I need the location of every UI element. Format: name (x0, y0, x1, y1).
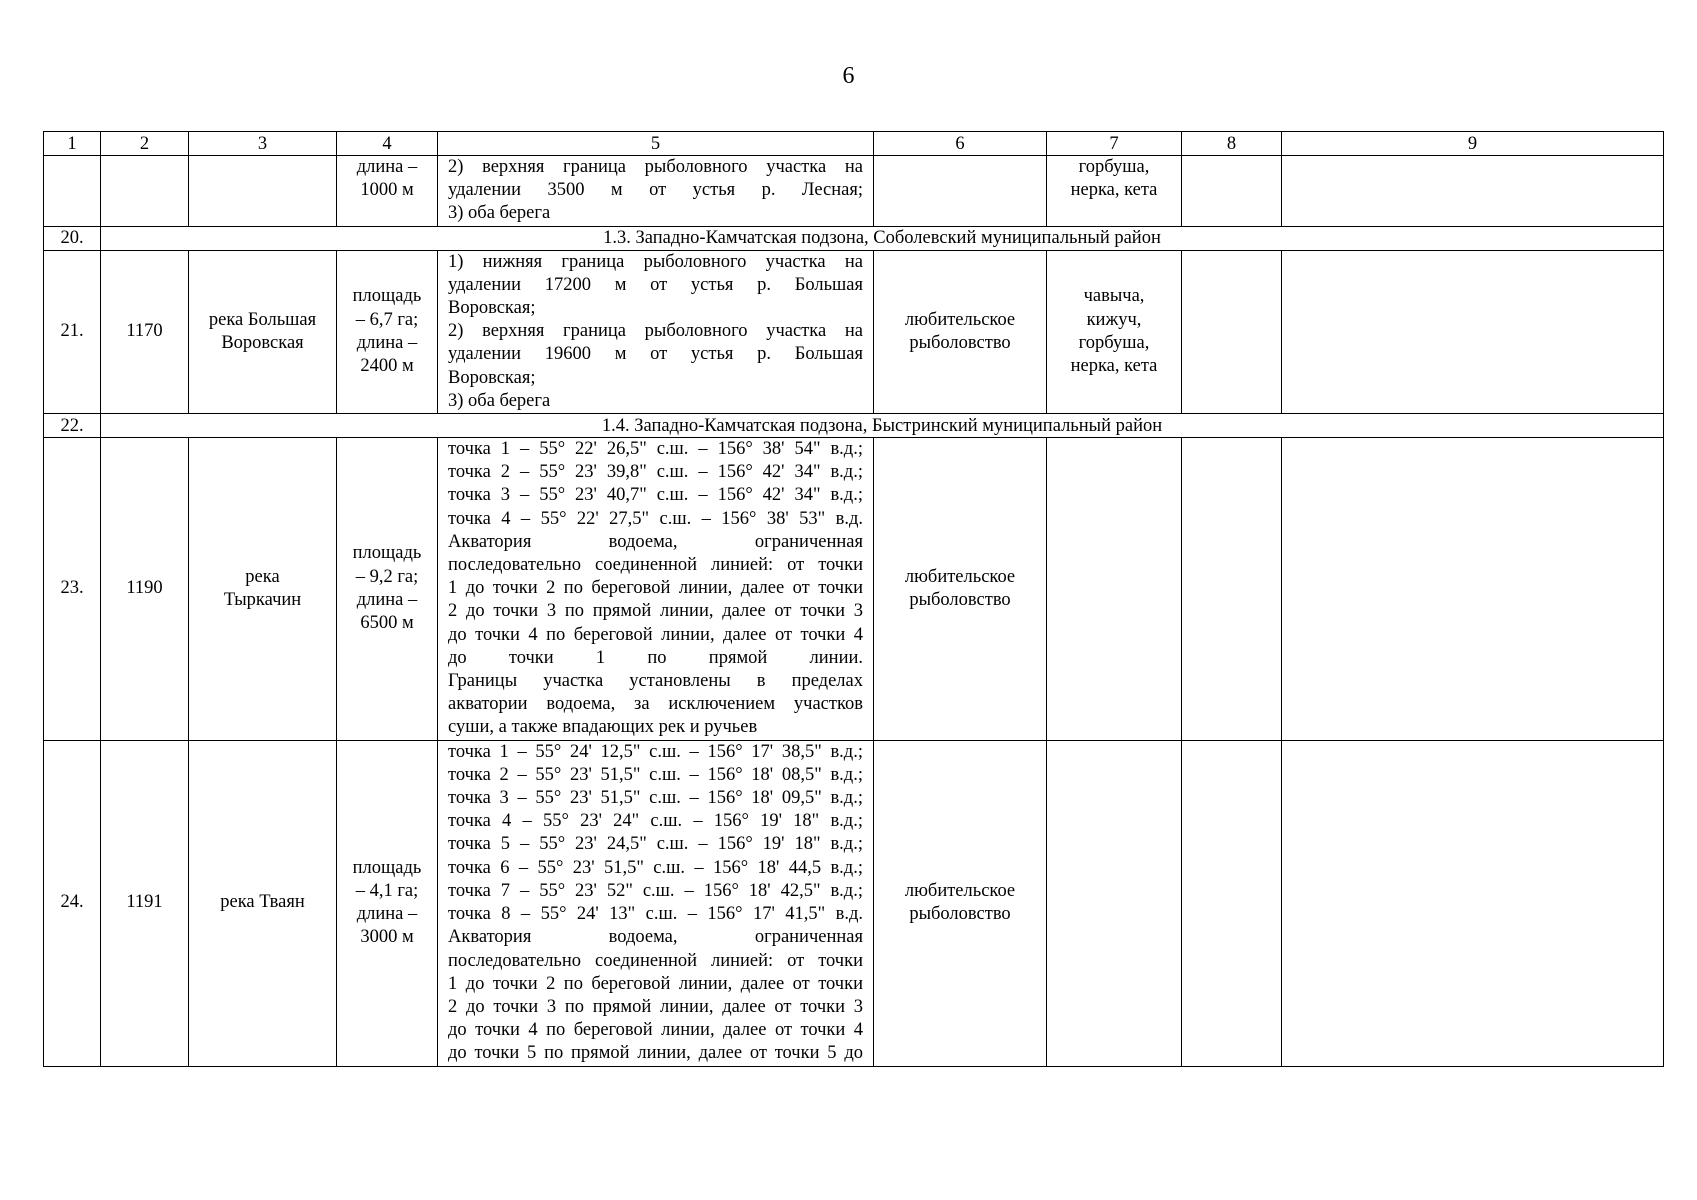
col8-cell (1182, 250, 1282, 413)
fishing-areas-table (43, 131, 1664, 1067)
description-cell (438, 156, 874, 227)
name-cell (189, 438, 337, 741)
col9-cell (1282, 156, 1664, 227)
column-number-cell: 7 (1047, 132, 1182, 156)
description-line: точка 3 – 55° 23' 51,5" с.ш. – 156° 18' 09,5" в.д.; (448, 788, 863, 809)
col9-cell (1282, 740, 1664, 1066)
description-line: точка 2 – 55° 23' 51,5" с.ш. – 156° 18' 08,5" в.д.; (448, 764, 863, 785)
description-line: 1) нижняя граница рыболовного участка на (448, 251, 863, 272)
table-row-continuation (44, 156, 1664, 227)
size-line: 2400 м (360, 356, 414, 377)
table-row-23 (44, 438, 1664, 741)
description-cell (438, 740, 874, 1066)
purpose-cell (874, 740, 1047, 1066)
name-cell (189, 156, 337, 227)
size-line: площадь (352, 857, 422, 878)
section-row-20 (44, 226, 1664, 250)
column-number-cell: 4 (337, 132, 438, 156)
description-line: 3) оба берега (448, 390, 551, 411)
size-line: 1000 м (360, 180, 414, 201)
size-line: длина – (356, 332, 418, 353)
table-row-21 (44, 250, 1664, 413)
num-cell (44, 156, 101, 227)
col9-cell (1282, 438, 1664, 741)
species-cell (1047, 438, 1182, 741)
code-cell: 1170 (101, 250, 189, 413)
size-line: – 6,7 га; (355, 309, 419, 330)
description-cell (438, 438, 874, 741)
num-cell: 23. (44, 438, 101, 741)
description-line: точка 6 – 55° 23' 51,5" с.ш. – 156° 18' 44,5 в.д.; (448, 857, 863, 878)
purpose-line: рыболовство (909, 332, 1011, 353)
col8-cell (1182, 740, 1282, 1066)
description-line: Воровская; (448, 298, 536, 319)
name-line: Воровская (221, 332, 304, 353)
section-row-22 (44, 414, 1664, 438)
description-line: точка 1 – 55° 22' 26,5" с.ш. – 156° 38' 54" в.д.; (448, 439, 863, 460)
purpose-line: любительское (904, 309, 1016, 330)
size-line: – 4,1 га; (355, 880, 419, 901)
size-cell (337, 438, 438, 741)
size-line: площадь (352, 286, 422, 307)
description-line: точка 3 – 55° 23' 40,7" с.ш. – 156° 42' 34" в.д.; (448, 485, 863, 506)
description-line: последовательно соединенной линией: от точки (448, 555, 863, 576)
code-cell: 1191 (101, 740, 189, 1066)
species-line: нерка, кета (1070, 356, 1158, 377)
column-number-cell: 6 (874, 132, 1047, 156)
description-line: 2) верхняя граница рыболовного участка на (448, 321, 863, 342)
description-line: удалении 3500 м от устья р. Лесная; (448, 180, 863, 201)
description-line: 1 до точки 2 по береговой линии, далее от точки (448, 973, 863, 994)
description-line: точка 1 – 55° 24' 12,5" с.ш. – 156° 17' 38,5" в.д.; (448, 741, 863, 762)
purpose-line: любительское (904, 566, 1016, 587)
description-cell (438, 250, 874, 413)
name-cell (189, 250, 337, 413)
num-cell: 22. (44, 414, 101, 438)
species-line: чавыча, (1083, 286, 1145, 307)
species-line: горбуша, (1078, 157, 1150, 177)
table-row-24 (44, 740, 1664, 1066)
description-line: акватории водоема, за исключением участков (448, 694, 863, 715)
species-cell (1047, 250, 1182, 413)
column-number-cell: 8 (1182, 132, 1282, 156)
purpose-line: рыболовство (909, 589, 1011, 610)
name-cell (189, 740, 337, 1066)
description-line: 3) оба берега (448, 203, 551, 224)
col9-cell (1282, 250, 1664, 413)
description-line: 2) верхняя граница рыболовного участка на (448, 157, 863, 177)
purpose-line: любительское (904, 880, 1016, 901)
size-line: длина – (356, 589, 418, 610)
size-line: площадь (352, 543, 422, 564)
name-line: река Тваян (220, 892, 305, 913)
description-line: до точки 4 по береговой линии, далее от точки 4 (448, 624, 863, 645)
species-cell (1047, 740, 1182, 1066)
description-line: Акватория водоема, ограниченная (448, 531, 863, 552)
description-line: Акватория водоема, ограниченная (448, 927, 863, 948)
description-line: удалении 19600 м от устья р. Большая (448, 344, 863, 365)
col8-cell (1182, 438, 1282, 741)
code-cell: 1190 (101, 438, 189, 741)
size-cell (337, 156, 438, 227)
col8-cell (1182, 156, 1282, 227)
description-line: до точки 1 по прямой линии. (448, 647, 863, 668)
description-line: Воровская; (448, 367, 536, 388)
purpose-cell (874, 250, 1047, 413)
num-cell: 24. (44, 740, 101, 1066)
section-title: 1.4. Западно-Камчатская подзона, Быстринский муниципальный район (101, 414, 1664, 438)
purpose-cell (874, 156, 1047, 227)
column-number-cell: 3 (189, 132, 337, 156)
size-line: – 9,2 га; (355, 566, 419, 587)
column-number-cell: 9 (1282, 132, 1664, 156)
description-line: суши, а также впадающих рек и ручьев (448, 717, 758, 738)
code-cell (101, 156, 189, 227)
description-line: точка 8 – 55° 24' 13" с.ш. – 156° 17' 41,5" в.д. (448, 904, 863, 925)
column-number-row (44, 132, 1664, 156)
description-line: точка 5 – 55° 23' 24,5" с.ш. – 156° 19' 18" в.д.; (448, 834, 863, 855)
species-line: нерка, кета (1070, 180, 1158, 201)
species-line: горбуша, (1078, 332, 1150, 353)
column-number-cell: 1 (44, 132, 101, 156)
species-cell (1047, 156, 1182, 227)
description-line: точка 7 – 55° 23' 52" с.ш. – 156° 18' 42,5" в.д.; (448, 880, 863, 901)
size-line: длина – (356, 157, 418, 177)
description-line: 2 до точки 3 по прямой линии, далее от точки 3 (448, 601, 863, 622)
name-line: река Большая (208, 309, 317, 330)
purpose-line: рыболовство (909, 904, 1011, 925)
num-cell: 21. (44, 250, 101, 413)
description-line: последовательно соединенной линией: от точки (448, 950, 863, 971)
page-number: 6 (842, 63, 855, 89)
description-line: удалении 17200 м от устья р. Большая (448, 274, 863, 295)
purpose-cell (874, 438, 1047, 741)
size-cell (337, 740, 438, 1066)
name-line: Тыркачин (223, 589, 302, 610)
column-number-cell: 2 (101, 132, 189, 156)
description-line: точка 2 – 55° 23' 39,8" с.ш. – 156° 42' 34" в.д.; (448, 462, 863, 483)
size-line: длина – (356, 904, 418, 925)
description-line: до точки 5 по прямой линии, далее от точки 5 до (448, 1043, 863, 1064)
size-cell (337, 250, 438, 413)
num-cell: 20. (44, 226, 101, 250)
section-title: 1.3. Западно-Камчатская подзона, Соболевский муниципальный район (101, 226, 1664, 250)
size-line: 3000 м (360, 927, 414, 948)
description-line: Границы участка установлены в пределах (448, 671, 863, 692)
description-line: точка 4 – 55° 23' 24" с.ш. – 156° 19' 18" в.д.; (448, 811, 863, 832)
name-line: река (245, 566, 280, 587)
description-line: 1 до точки 2 по береговой линии, далее от точки (448, 578, 863, 599)
size-line: 6500 м (360, 613, 414, 634)
description-line: точка 4 – 55° 22' 27,5" с.ш. – 156° 38' 53" в.д. (448, 508, 863, 529)
column-number-cell: 5 (438, 132, 874, 156)
description-line: до точки 4 по береговой линии, далее от точки 4 (448, 1020, 863, 1041)
description-line: 2 до точки 3 по прямой линии, далее от точки 3 (448, 996, 863, 1017)
species-line: кижуч, (1086, 309, 1142, 330)
